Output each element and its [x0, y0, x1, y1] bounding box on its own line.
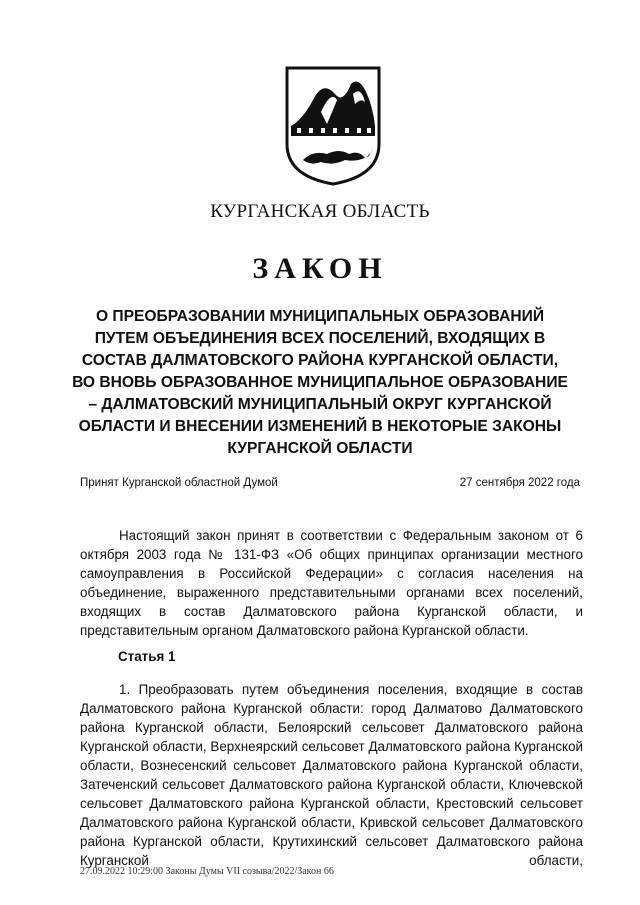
article-body	[80, 680, 583, 870]
adopted-by: Принят Курганской областной Думой	[80, 477, 278, 489]
article-text: 1. Преобразовать путем объединения поселения, входящие в состав Далматовского района Курганской области: город Далматово Далматовского района Курганской области, Белоярский сельсовет Далматовского района Курганской области, Верхнеярский сельсовет Далматовского района Курганской области, Вознесенский сельсовет Далматовского района Курганской области, Затеченский сельсовет Далматовского района Курганской области, Ключевской сельсовет Далматовского района Курганской области, Крестовский сельсовет Далматовского района Курганской области, Кривской сельсовет Далматовского района Курганской области, Крутихинский сельсовет Далматовского района Курганской области,	[80, 682, 583, 868]
law-title: О ПРЕОБРАЗОВАНИИ МУНИЦИПАЛЬНЫХ ОБРАЗОВАНИЙ ПУТЕМ ОБЪЕДИНЕНИЯ ВСЕХ ПОСЕЛЕНИЙ, ВХОДЯЩИХ В СОСТАВ ДАЛМАТОВСКОГО РАЙОНА КУРГАНСКОЙ ОБЛАСТИ, ВО ВНОВЬ ОБРАЗОВАННОЕ МУНИЦИПАЛЬНОЕ ОБРАЗОВАНИЕ – ДАЛМАТОВСКИЙ МУНИЦИПАЛЬНЫЙ ОКРУГ КУРГАНСКОЙ ОБЛАСТИ И ВНЕСЕНИИ ИЗМЕНЕНИЙ В НЕКОТОРЫЕ ЗАКОНЫ КУРГАНСКОЙ ОБЛАСТИ	[72, 308, 568, 457]
adoption-line	[80, 477, 580, 489]
coat-of-arms-icon	[283, 64, 383, 186]
adopted-date: 27 сентября 2022 года	[459, 477, 580, 489]
document-type: ЗАКОН	[252, 252, 388, 285]
article-heading: Статья 1	[118, 649, 176, 664]
preamble	[80, 526, 583, 640]
region-name: КУРГАНСКАЯ ОБЛАСТЬ	[210, 201, 430, 222]
footer-stamp: 27.09.2022 10:29:00 Законы Думы VII созыва/2022/Закон 66	[80, 866, 334, 877]
preamble-text: Настоящий закон принят в соответствии с Федеральным законом от 6 октября 2003 года № 131-ФЗ «Об общих принципах организации местного самоуправления в Российской Федерации» с согласия населения на объединение, выраженного представительными органами всех поселений, входящих в состав Далматовского района Курганской области, и представительным органом Далматовского района Курганской области.	[80, 528, 583, 638]
